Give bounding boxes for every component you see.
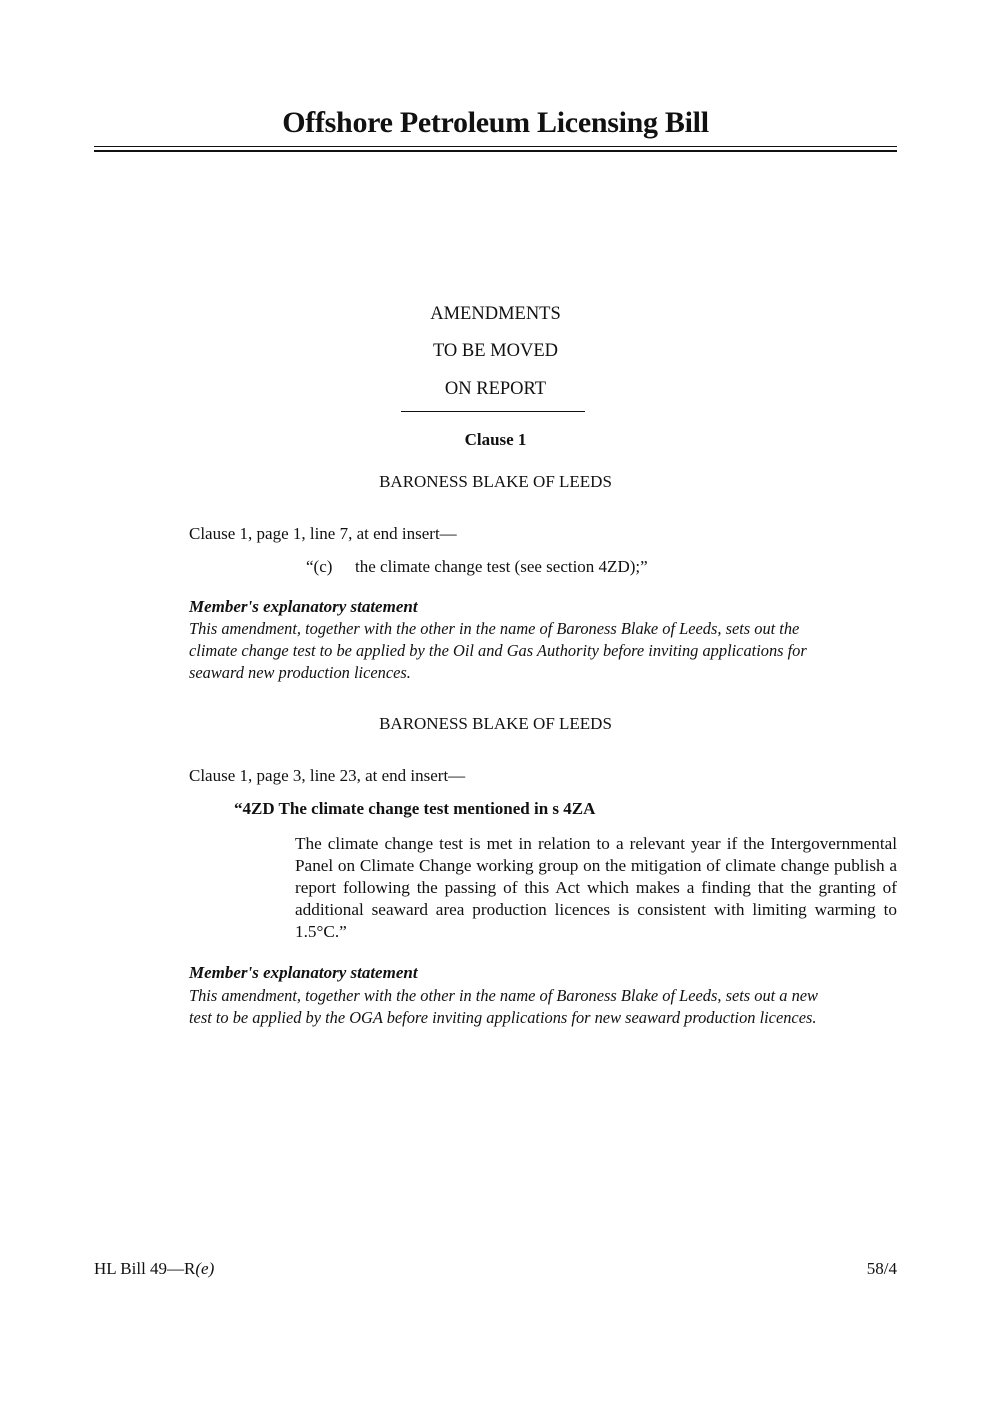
amendment-1-instruction: Clause 1, page 1, line 7, at end insert— bbox=[189, 524, 457, 543]
amendment-2-instruction: Clause 1, page 3, line 23, at end insert— bbox=[189, 766, 466, 785]
heading-on-report: ON REPORT bbox=[444, 379, 547, 399]
statement-line: test to be applied by the OGA before inviting applications for new seaward production licences. bbox=[189, 1008, 817, 1027]
statement-line: This amendment, together with the other in the name of Baroness Blake of Leeds, sets out a new bbox=[189, 986, 818, 1005]
amendment-2-section-heading: “4ZD The climate change test mentioned in s 4ZA bbox=[234, 799, 596, 818]
statement-line: This amendment, together with the other in the name of Baroness Blake of Leeds, sets out the bbox=[189, 619, 800, 638]
amendment-2-member: BARONESS BLAKE OF LEEDS bbox=[379, 714, 612, 733]
amendment-2-statement-heading: Member's explanatory statement bbox=[189, 963, 418, 982]
heading-rule bbox=[401, 411, 585, 412]
heading-amendments: AMENDMENTS bbox=[430, 304, 561, 324]
bill-title: Offshore Petroleum Licensing Bill bbox=[282, 106, 709, 139]
title-rule-thin bbox=[94, 146, 897, 147]
footer-bill-ref bbox=[94, 1259, 214, 1279]
amendment-1-insert-label: “(c) bbox=[306, 557, 333, 576]
title-rule-thick bbox=[94, 150, 897, 152]
statement-line: seaward new production licences. bbox=[189, 663, 411, 682]
bill-ref-prefix: HL Bill 49—R bbox=[94, 1259, 196, 1278]
amendment-1-statement bbox=[189, 618, 899, 684]
bill-ref-suffix: (e) bbox=[195, 1259, 215, 1278]
amendment-2-statement bbox=[189, 985, 899, 1029]
heading-to-be-moved: TO BE MOVED bbox=[432, 341, 559, 361]
footer-page-ref: 58/4 bbox=[866, 1259, 897, 1278]
amendment-1-insert-text: the climate change test (see section 4ZD);” bbox=[355, 557, 648, 576]
amendment-1-statement-heading: Member's explanatory statement bbox=[189, 597, 418, 616]
statement-line: climate change test to be applied by the Oil and Gas Authority before inviting applications for bbox=[189, 641, 807, 660]
amendment-1-member: BARONESS BLAKE OF LEEDS bbox=[379, 472, 612, 491]
clause-heading: Clause 1 bbox=[464, 430, 527, 449]
amendment-2-section-text: The climate change test is met in relation to a relevant year if the Intergovernmental Panel on Climate Change working group on the mitigation of climate change publish a report following the passing of this Act which makes a finding that the granting of additional seaward area production licences is consistent with limiting warming to 1.5°C.” bbox=[295, 834, 897, 941]
